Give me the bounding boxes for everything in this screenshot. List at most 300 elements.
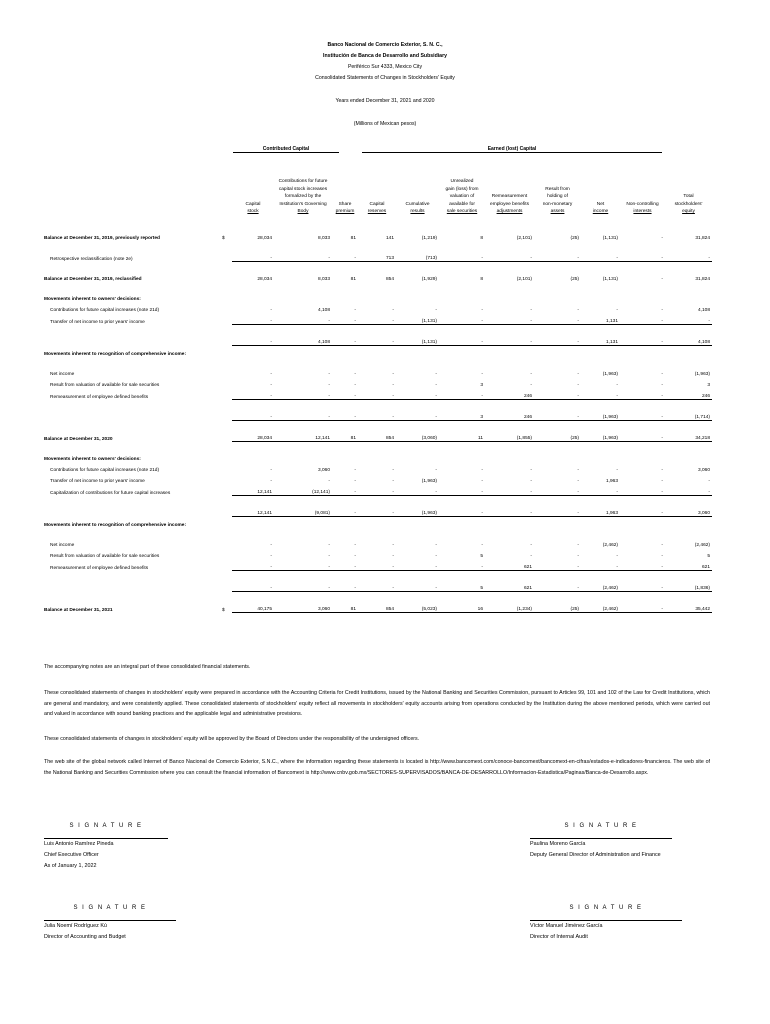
column-header-line: assets xyxy=(550,209,565,215)
table-cell xyxy=(232,442,274,452)
row-label xyxy=(44,325,222,335)
table-cell: - xyxy=(358,580,396,592)
column-header-line: Remeasurement xyxy=(491,194,528,200)
table-cell xyxy=(485,346,534,358)
table-cell: 621 xyxy=(665,559,712,571)
spacer-row xyxy=(44,528,712,537)
column-header xyxy=(665,193,712,216)
table-cell xyxy=(620,496,665,506)
table-cell: - xyxy=(232,250,274,262)
table-cell: (2,462) xyxy=(581,580,620,592)
table-cell: - xyxy=(354,468,356,473)
row-label xyxy=(44,262,222,272)
column-header xyxy=(396,201,439,216)
table-cell xyxy=(274,451,332,462)
table-cell: - xyxy=(270,479,272,484)
table-cell: - xyxy=(332,409,358,421)
column-header-line: adjustments xyxy=(496,209,523,215)
table-cell: (1,929) xyxy=(421,277,437,282)
table-cell xyxy=(581,262,620,272)
table-cell xyxy=(581,357,620,366)
currency-symbol xyxy=(222,462,232,473)
table-cell: - xyxy=(577,479,579,484)
table-cell: 11 xyxy=(439,430,485,442)
table-cell: (1,963) xyxy=(581,430,620,442)
table-row xyxy=(44,366,712,377)
table-cell: - xyxy=(577,468,579,473)
table-cell: - xyxy=(439,388,485,400)
table-cell xyxy=(332,325,358,335)
table-cell: (25) xyxy=(570,236,579,241)
table-cell xyxy=(485,451,534,462)
table-cell xyxy=(332,592,358,602)
column-header-line: Total xyxy=(683,194,694,200)
table-cell: - xyxy=(439,250,485,262)
currency-symbol xyxy=(222,377,232,388)
table-cell xyxy=(620,592,665,602)
table-cell xyxy=(581,291,620,302)
table-cell xyxy=(232,592,274,602)
table-cell xyxy=(665,442,712,452)
table-cell xyxy=(439,357,485,366)
signer-name: Julia Noemí Rodríguez Kú xyxy=(44,923,107,929)
table-cell xyxy=(620,451,665,462)
table-cell xyxy=(232,496,274,506)
table-cell xyxy=(358,421,396,431)
table-cell xyxy=(358,241,396,250)
currency-symbol xyxy=(222,473,232,484)
column-header xyxy=(620,201,665,216)
spacer-row xyxy=(44,442,712,452)
table-cell: (1,714) xyxy=(665,409,712,421)
table-cell xyxy=(358,400,396,410)
table-cell xyxy=(620,346,665,358)
table-cell xyxy=(332,262,358,272)
table-cell: - xyxy=(392,372,394,377)
table-cell: - xyxy=(534,484,581,496)
table-cell: (1,963) xyxy=(581,409,620,421)
table-cell xyxy=(396,346,439,358)
table-cell: (12,141) xyxy=(274,484,332,496)
column-header xyxy=(358,201,396,216)
table-cell xyxy=(665,517,712,529)
table-cell: 4,108 xyxy=(697,308,710,313)
table-cell xyxy=(665,421,712,431)
table-cell: (9,081) xyxy=(274,505,332,517)
table-cell: - xyxy=(435,554,437,559)
spacer-row xyxy=(44,421,712,431)
table-cell: - xyxy=(270,468,272,473)
table-cell: - xyxy=(270,543,272,548)
table-cell: - xyxy=(358,505,396,517)
row-label xyxy=(44,496,222,506)
table-cell: - xyxy=(232,313,274,325)
currency-symbol xyxy=(222,496,232,506)
signature-block-ceo xyxy=(44,821,168,872)
table-cell xyxy=(358,517,396,529)
table-cell: - xyxy=(620,505,665,517)
table-cell xyxy=(439,282,485,291)
currency-symbol xyxy=(222,271,232,282)
table-cell: (3,060) xyxy=(396,430,439,442)
currency-symbol xyxy=(222,421,232,431)
table-cell: - xyxy=(534,505,581,517)
currency-symbol xyxy=(222,313,232,325)
column-header xyxy=(581,201,620,216)
group-contributed-capital: Contributed Capital xyxy=(262,146,310,152)
currency-symbol: $ xyxy=(222,607,225,613)
table-cell: (1,219) xyxy=(421,236,437,241)
table-cell xyxy=(274,346,332,358)
table-cell: 12,141 xyxy=(274,430,332,442)
row-label: Balance at December 31, 2020 xyxy=(44,436,113,442)
row-label: Remeasurement of employee defined benefits xyxy=(50,394,149,400)
table-cell: 40,175 xyxy=(232,601,274,613)
table-cell: 5 xyxy=(480,554,483,559)
table-cell xyxy=(274,517,332,529)
table-cell xyxy=(358,571,396,581)
table-row xyxy=(44,537,712,548)
currency-symbol: $ xyxy=(222,236,225,241)
spacer-row xyxy=(44,496,712,506)
spacer-row xyxy=(44,282,712,291)
table-cell: - xyxy=(577,554,579,559)
table-cell xyxy=(232,357,274,366)
table-cell xyxy=(232,262,274,272)
table-cell xyxy=(358,528,396,537)
table-row xyxy=(44,313,712,325)
table-cell: 141 xyxy=(385,236,394,241)
column-header-line: Body xyxy=(297,209,309,215)
table-cell: 81 xyxy=(350,236,356,241)
table-cell xyxy=(396,451,439,462)
column-header-line: Cumulative xyxy=(405,201,430,207)
table-row xyxy=(44,451,712,462)
table-cell: 8 xyxy=(480,277,483,282)
table-cell xyxy=(534,262,581,272)
table-cell: - xyxy=(274,388,332,400)
table-cell: - xyxy=(392,308,394,313)
table-cell xyxy=(485,325,534,335)
table-cell: - xyxy=(530,383,532,388)
table-cell xyxy=(534,496,581,506)
table-cell xyxy=(439,592,485,602)
statement-title: Consolidated Statements of Changes in Stockholders' Equity xyxy=(315,75,455,81)
table-cell xyxy=(396,442,439,452)
table-cell xyxy=(581,346,620,358)
table-cell xyxy=(581,421,620,431)
table-cell: - xyxy=(392,554,394,559)
table-cell xyxy=(581,571,620,581)
table-cell: - xyxy=(435,383,437,388)
currency-symbol xyxy=(222,241,232,250)
row-label xyxy=(44,334,222,346)
table-cell: - xyxy=(620,559,665,571)
table-cell xyxy=(485,496,534,506)
table-cell: - xyxy=(620,409,665,421)
table-cell: - xyxy=(616,308,618,313)
table-cell: - xyxy=(577,383,579,388)
table-cell: - xyxy=(534,313,581,325)
table-cell: - xyxy=(530,554,532,559)
table-cell: 8 xyxy=(480,236,483,241)
signer-title: Deputy General Director of Administration and Finance xyxy=(530,852,661,858)
currency-symbol xyxy=(222,517,232,529)
table-cell xyxy=(620,528,665,537)
table-cell: (25) xyxy=(534,430,581,442)
table-cell xyxy=(274,262,332,272)
column-header-line: premium xyxy=(335,209,355,215)
table-cell xyxy=(396,528,439,537)
column-header-line: gain (loss) from xyxy=(445,186,479,192)
table-cell: - xyxy=(358,559,396,571)
table-cell xyxy=(358,496,396,506)
currency-symbol xyxy=(222,291,232,302)
table-cell xyxy=(665,282,712,291)
table-cell: - xyxy=(665,250,712,262)
table-cell: 4,108 xyxy=(665,334,712,346)
table-cell: (713) xyxy=(396,250,439,262)
table-cell: 28,034 xyxy=(257,277,272,282)
table-cell xyxy=(485,571,534,581)
table-cell: - xyxy=(481,479,483,484)
table-cell xyxy=(332,451,358,462)
table-cell xyxy=(274,291,332,302)
table-cell xyxy=(485,517,534,529)
table-cell: 1,131 xyxy=(581,313,620,325)
table-cell: 713 xyxy=(358,250,396,262)
table-cell xyxy=(620,357,665,366)
table-cell: - xyxy=(530,479,532,484)
table-cell: (1,963) xyxy=(396,505,439,517)
table-row xyxy=(44,484,712,496)
statement-period: Years ended December 31, 2021 and 2020 xyxy=(335,98,435,104)
table-cell xyxy=(232,400,274,410)
table-cell xyxy=(396,421,439,431)
table-cell: 4,108 xyxy=(274,334,332,346)
table-cell: - xyxy=(616,383,618,388)
table-cell: - xyxy=(581,388,620,400)
table-cell: - xyxy=(435,468,437,473)
table-cell: - xyxy=(581,484,620,496)
table-cell: - xyxy=(481,308,483,313)
table-cell xyxy=(534,400,581,410)
spacer-row xyxy=(44,571,712,581)
column-header-line: available for xyxy=(449,201,475,207)
table-cell xyxy=(332,241,358,250)
table-cell: - xyxy=(232,580,274,592)
group-earned-divider xyxy=(362,152,662,153)
row-label xyxy=(44,592,222,602)
table-cell xyxy=(358,451,396,462)
table-cell: 12,141 xyxy=(232,484,274,496)
table-cell: - xyxy=(661,383,663,388)
signer-name: Luis Antonio Ramírez Pineda xyxy=(44,841,114,847)
table-cell xyxy=(620,241,665,250)
column-header xyxy=(332,201,358,216)
table-cell: (2,101) xyxy=(516,277,532,282)
table-cell xyxy=(396,262,439,272)
column-header-line: valuation of xyxy=(449,194,475,200)
table-cell xyxy=(396,357,439,366)
column-header-line: capital stock increases xyxy=(278,186,328,192)
column-header-line: Net xyxy=(596,201,605,207)
statement-units: (Millions of Mexican pesos) xyxy=(353,121,417,127)
table-row xyxy=(44,388,712,400)
table-cell xyxy=(534,451,581,462)
column-header-line: Share xyxy=(338,201,352,207)
table-cell: - xyxy=(534,388,581,400)
table-cell: - xyxy=(332,388,358,400)
table-cell xyxy=(232,528,274,537)
table-cell: - xyxy=(665,313,712,325)
table-cell: - xyxy=(396,580,439,592)
table-cell xyxy=(581,400,620,410)
signer-title: Director of Internal Audit xyxy=(530,934,588,940)
currency-symbol xyxy=(222,346,232,358)
row-label xyxy=(44,580,222,592)
table-cell xyxy=(439,400,485,410)
table-cell xyxy=(396,592,439,602)
table-cell: - xyxy=(534,250,581,262)
signer-name: Paulina Moreno García xyxy=(530,841,586,847)
column-header-line: Institution's Governing xyxy=(279,201,327,207)
table-cell xyxy=(274,400,332,410)
table-cell: - xyxy=(354,372,356,377)
table-cell xyxy=(665,451,712,462)
table-cell: (1,131) xyxy=(396,334,439,346)
table-cell xyxy=(332,357,358,366)
table-cell: - xyxy=(481,468,483,473)
table-cell: - xyxy=(328,543,330,548)
column-header-line: Result from xyxy=(545,186,570,192)
table-cell: - xyxy=(274,313,332,325)
table-cell: 854 xyxy=(385,277,394,282)
currency-symbol xyxy=(222,302,232,313)
currency-symbol xyxy=(222,505,232,517)
table-cell: 81 xyxy=(350,277,356,282)
table-cell: - xyxy=(577,372,579,377)
table-cell: - xyxy=(270,308,272,313)
table-cell xyxy=(581,496,620,506)
currency-symbol xyxy=(222,366,232,377)
table-cell xyxy=(232,282,274,291)
table-cell: - xyxy=(530,543,532,548)
currency-symbol xyxy=(222,400,232,410)
table-cell xyxy=(396,571,439,581)
table-cell xyxy=(665,291,712,302)
table-cell: - xyxy=(358,313,396,325)
table-cell: 12,141 xyxy=(232,505,274,517)
table-cell xyxy=(485,291,534,302)
table-cell xyxy=(358,291,396,302)
row-label: Result from valuation of available for sale securities xyxy=(50,383,160,388)
table-cell: - xyxy=(485,313,534,325)
table-cell: - xyxy=(620,334,665,346)
row-label: Result from valuation of available for sale securities xyxy=(50,554,160,559)
table-cell xyxy=(620,517,665,529)
table-cell: - xyxy=(332,505,358,517)
table-cell: 1,131 xyxy=(581,334,620,346)
column-header-line: Capital xyxy=(369,201,385,207)
table-cell: - xyxy=(620,388,665,400)
table-cell: (1,131) xyxy=(602,236,618,241)
row-label xyxy=(44,409,222,421)
table-cell xyxy=(665,262,712,272)
table-cell xyxy=(232,346,274,358)
row-label: Capitalization of contributions for future capital increases xyxy=(50,490,171,496)
table-cell xyxy=(665,241,712,250)
table-cell xyxy=(439,325,485,335)
table-cell: - xyxy=(232,559,274,571)
table-cell: 3 xyxy=(480,383,483,388)
table-cell xyxy=(485,357,534,366)
table-cell xyxy=(581,241,620,250)
table-cell: - xyxy=(354,554,356,559)
table-cell: - xyxy=(328,383,330,388)
table-cell: - xyxy=(232,388,274,400)
row-label: Movements inherent to recognition of comprehensive income: xyxy=(44,352,187,357)
column-header-line: stock xyxy=(247,209,259,215)
column-header xyxy=(534,186,581,216)
table-cell: - xyxy=(439,334,485,346)
table-row xyxy=(44,505,712,517)
table-cell xyxy=(485,592,534,602)
table-cell: 35,442 xyxy=(665,601,712,613)
table-cell xyxy=(232,517,274,529)
table-cell xyxy=(232,325,274,335)
table-cell: - xyxy=(332,580,358,592)
table-cell xyxy=(665,325,712,335)
table-cell: - xyxy=(332,559,358,571)
signature-label: S I G N A T U R E xyxy=(569,905,643,911)
table-cell xyxy=(485,241,534,250)
table-cell xyxy=(534,282,581,291)
table-cell: - xyxy=(439,505,485,517)
table-cell xyxy=(534,357,581,366)
column-header-line: holding of xyxy=(547,194,568,200)
table-row xyxy=(44,346,712,358)
table-cell: 246 xyxy=(485,388,534,400)
table-cell: - xyxy=(581,559,620,571)
table-cell xyxy=(232,241,274,250)
currency-symbol xyxy=(222,548,232,559)
table-row xyxy=(44,230,712,241)
table-cell: - xyxy=(274,559,332,571)
bank-name: Banco Nacional de Comercio Exterior, S. N. C., xyxy=(327,42,443,48)
table-cell xyxy=(232,421,274,431)
currency-symbol xyxy=(222,357,232,366)
table-cell: - xyxy=(577,308,579,313)
table-cell: - xyxy=(392,479,394,484)
note-board-approval: These consolidated statements of changes in stockholders' equity will be approved by the Board of Directors under the responsibility of the undersigned officers. xyxy=(44,736,420,742)
row-label: Remeasurement of employee defined benefits xyxy=(50,565,149,571)
table-cell xyxy=(396,282,439,291)
table-cell: - xyxy=(435,543,437,548)
table-cell xyxy=(620,325,665,335)
table-cell xyxy=(534,442,581,452)
table-cell xyxy=(581,517,620,529)
row-label: Balance at December 31, 2019, reclassified xyxy=(44,277,142,282)
table-cell: 81 xyxy=(332,601,358,613)
table-cell xyxy=(620,400,665,410)
signer-date: As of January 1, 2022 xyxy=(44,863,97,869)
row-label: Movements inherent to owners' decisions: xyxy=(44,457,141,462)
table-cell xyxy=(439,241,485,250)
table-cell xyxy=(534,325,581,335)
table-cell: 31,824 xyxy=(695,277,710,282)
table-cell: - xyxy=(439,313,485,325)
